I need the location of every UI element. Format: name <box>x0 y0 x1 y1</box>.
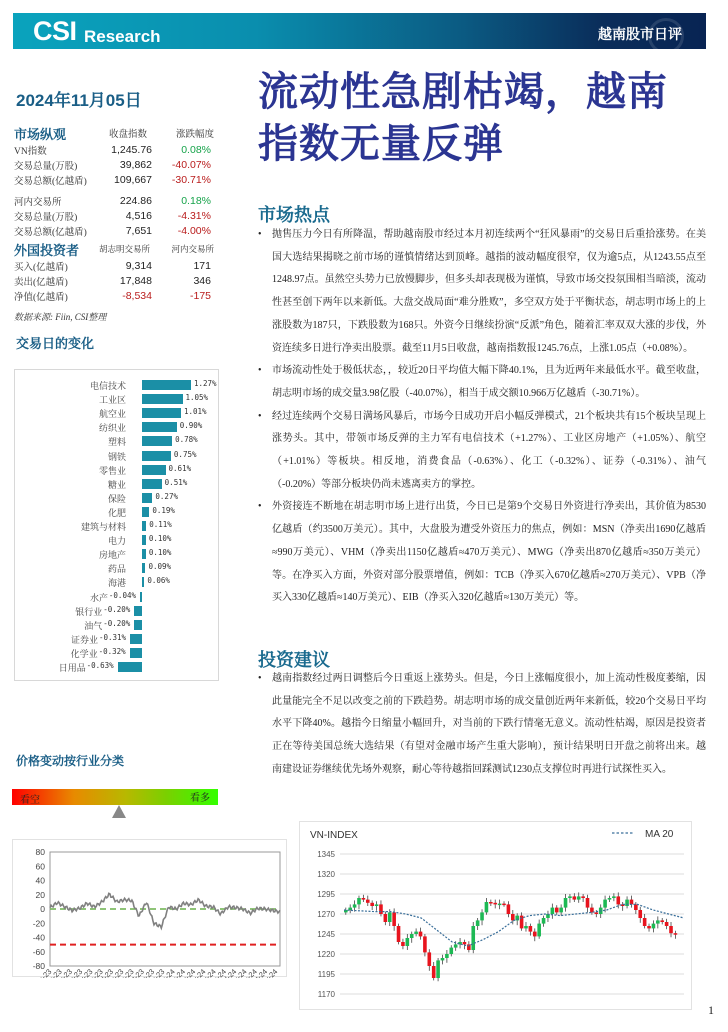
sector-label: 电力 <box>107 536 126 547</box>
sector-label: 钢铁 <box>107 451 126 462</box>
svg-text:0: 0 <box>40 904 45 914</box>
row-label: 交易总量(万股) <box>14 161 78 172</box>
report-date: 2024年11月05日 <box>16 91 142 110</box>
sector-label: 化学业 <box>70 648 98 659</box>
sector-bar <box>142 422 177 432</box>
sector-bar <box>142 451 171 461</box>
col-header-change: 涨跌幅度 <box>175 130 214 140</box>
sector-value-label: 1.27% <box>194 379 217 388</box>
headline-line-2: 指数无量反弹 <box>258 121 504 167</box>
market-overview-row <box>14 157 214 172</box>
sector-bar <box>142 549 146 559</box>
sector-label: 水产 <box>89 592 108 603</box>
svg-text:1270: 1270 <box>317 910 335 919</box>
investment-advice-list <box>258 668 706 782</box>
sector-value-label: -0.20% <box>103 604 131 614</box>
line-chart-svg <box>13 840 288 978</box>
sector-bar <box>142 577 144 587</box>
bearish-label: 看空 <box>20 795 40 806</box>
sector-value-label: 1.01% <box>183 407 207 417</box>
row-label: 买入(亿越盾) <box>14 262 68 273</box>
sector-value-label: 0.19% <box>152 505 175 515</box>
foreign-investors-title: 外国投资者 <box>14 242 80 258</box>
sector-bar-row <box>15 435 218 447</box>
hnx-value: 171 <box>193 259 211 272</box>
csi-logo-subtitle: Research <box>84 27 161 46</box>
sector-label: 工业区 <box>98 395 126 406</box>
sector-value-label: -0.20% <box>103 618 131 628</box>
col-header-hnx: 河内交易所 <box>171 244 214 254</box>
sector-bar <box>142 535 146 545</box>
hnx-value: 346 <box>193 274 211 287</box>
sector-bar-row <box>15 605 218 617</box>
svg-text:-80: -80 <box>32 961 45 971</box>
svg-text:1220: 1220 <box>317 950 335 959</box>
sector-bar <box>142 465 166 475</box>
hnx-value: -175 <box>189 289 211 302</box>
sector-bar-row <box>15 591 218 603</box>
foreign-investor-row <box>14 258 214 273</box>
svg-text:MA 20: MA 20 <box>645 829 674 840</box>
sector-bar <box>130 634 142 644</box>
foreign-investor-row <box>14 273 214 288</box>
sector-bar-row <box>15 379 218 391</box>
sector-value-label: -0.04% <box>108 590 136 600</box>
svg-text:1195: 1195 <box>317 970 335 979</box>
sector-bar-row <box>15 464 218 476</box>
svg-text:40: 40 <box>35 875 45 886</box>
sector-value-label: 0.27% <box>155 491 178 501</box>
sector-label: 药品 <box>107 564 126 575</box>
sector-label: 银行业 <box>75 606 103 617</box>
sector-value-label: 0.09% <box>148 562 172 572</box>
sector-label: 保险 <box>107 493 126 504</box>
sector-bar-row <box>15 520 218 532</box>
close-value: 109,667 <box>114 173 152 186</box>
sector-value-label: 0.11% <box>149 520 172 529</box>
sector-label: 糖业 <box>107 479 126 490</box>
change-value: -4.31% <box>177 209 211 222</box>
close-value: 4,516 <box>125 209 152 222</box>
sector-label: 证券业 <box>71 634 99 645</box>
sector-label: 房地产 <box>98 550 126 561</box>
row-label: 净值(亿越盾) <box>14 292 68 303</box>
headline-line-1: 流动性急剧枯竭，越南 <box>258 69 668 115</box>
sector-bar <box>140 592 142 602</box>
svg-text:1295: 1295 <box>317 890 335 899</box>
hose-value: 9,314 <box>125 259 152 272</box>
report-header-banner <box>13 13 706 49</box>
chart-title: VN-INDEX <box>310 830 358 841</box>
change-value: -4.00% <box>177 224 211 237</box>
svg-text:-60: -60 <box>32 946 45 957</box>
sector-label: 塑料 <box>107 437 126 448</box>
market-overview-row <box>14 208 214 223</box>
sector-bar-row <box>15 450 218 462</box>
sector-value-label: 0.10% <box>148 534 172 544</box>
close-value: 39,862 <box>119 158 152 171</box>
svg-text:1170: 1170 <box>317 990 335 999</box>
sector-bar-row <box>15 576 218 588</box>
sentiment-gauge-bar <box>12 789 218 805</box>
bullet-paragraph: • 经过连续两个交易日满场风暴后，市场今日成功开启小幅反弹模式，21个板块共有15个板块呈现上涨势头。其中，带领市场反弹的主力军有电信技术（+1.27%）、工业区房地产（+1.05%）、航空（+1.01%）等板块。相反地，消费食品（-0.63%）、化工（-0.32%）、证券（-0.31%）、油气（-0.20%）等部分板块仍尚未逃离卖方的掌控。 <box>258 406 706 497</box>
sector-bar-row <box>15 506 218 518</box>
sector-bar <box>142 380 191 390</box>
investment-advice-title: 投资建议 <box>258 650 330 670</box>
gauge-title: 价格变动按行业分类 <box>16 754 125 768</box>
foreign-investors-table <box>14 240 214 323</box>
sector-bar-row <box>15 492 218 504</box>
sector-label: 纺织业 <box>98 423 126 434</box>
market-overview-row <box>14 142 214 157</box>
sector-bar <box>134 606 142 616</box>
sector-bar <box>142 394 183 404</box>
bullet-paragraph: • 越南指数经过两日调整后今日重返上涨势头。但是，今日上涨幅度很小，加上流动性极度萎缩，因此量能完全不足以改变之前的下跌趋势。胡志明市场的成交量创近两年来新低，较20个交易日平均水平下降40%。越指今日缩量小幅回升，对当前的下跌行情毫无意义。流动性枯竭，原因是投资者正在等待美国总统大选结果（有望对金融市场产生重大影响），预计结果明日开盘之前将出来。越南建设证券继续优先场外观察，耐心等待越指回踩测试1230点支撑位时再进行试探性买入。 <box>258 668 706 782</box>
sector-value-label: 0.06% <box>147 576 170 586</box>
sector-value-label: 1.05% <box>185 393 209 403</box>
market-overview-row <box>14 223 214 238</box>
svg-text:-20: -20 <box>32 918 45 929</box>
vn-index-candlestick-chart <box>299 821 692 1010</box>
sector-bar-row <box>15 661 218 673</box>
svg-text:Jul-24: Jul-24 <box>217 967 239 978</box>
hose-value: -8,534 <box>122 289 152 302</box>
sector-label: 油气 <box>84 620 103 631</box>
market-overview-table <box>14 124 214 238</box>
col-header-close: 收盘指数 <box>109 130 148 140</box>
page-number: 1 <box>708 1003 714 1017</box>
sector-bar <box>134 620 142 630</box>
sector-bar-row <box>15 478 218 490</box>
csi-logo: CSI <box>33 16 77 46</box>
sector-bar-row <box>15 548 218 560</box>
sector-bar-row <box>15 647 218 659</box>
sector-value-label: 0.78% <box>175 435 198 445</box>
sector-value-label: -0.31% <box>98 632 127 642</box>
svg-text:1245: 1245 <box>317 930 335 939</box>
hose-value: 17,848 <box>119 274 152 287</box>
sector-bar <box>130 648 142 658</box>
sector-label: 电信技术 <box>89 381 126 391</box>
sector-value-label: 0.61% <box>168 463 192 473</box>
sector-change-bar-chart <box>14 369 219 681</box>
sector-label: 日用品 <box>58 663 86 673</box>
sector-value-label: 0.51% <box>164 477 188 487</box>
sector-bar-row <box>15 421 218 433</box>
sector-label: 海港 <box>107 578 126 589</box>
gauge-pointer-icon <box>112 805 126 818</box>
change-value: -40.07% <box>171 158 211 171</box>
svg-text:20: 20 <box>35 889 45 900</box>
sector-change-title: 交易日的变化 <box>16 336 95 351</box>
headline <box>258 66 708 170</box>
foreign-investor-row <box>14 288 214 303</box>
sector-label: 零售业 <box>98 465 126 476</box>
sector-bar-row <box>15 393 218 405</box>
sector-bar-row <box>15 633 218 645</box>
sector-bar <box>118 662 142 672</box>
market-hotspot-list <box>258 224 706 610</box>
row-label: 河内交易所 <box>14 197 62 208</box>
sector-label: 建筑与材料 <box>80 522 126 532</box>
sector-bar <box>142 479 162 489</box>
svg-text:Jul-23: Jul-23 <box>94 967 116 978</box>
svg-text:1320: 1320 <box>317 870 335 879</box>
sector-bar-row <box>15 619 218 631</box>
sector-value-label: 0.75% <box>173 449 197 459</box>
change-value: 0.08% <box>181 143 211 156</box>
sector-label: 航空业 <box>98 409 126 420</box>
bullet-paragraph: • 抛售压力今日有所降温，帮助越南股市经过本月初连续两个“狂风暴雨”的交易日后重拾涨势。在美国大选结果揭晓之前市场的谨慎情绪达到顶峰。越指的波动幅度很窄，仅为逾5点，从1243.55点至1248.97点。虽然空头势力已放慢脚步，但多头却表现极为谨慎，导致市场交投氛围相当暗淡，流动性甚至创下两年以来新低。大盘交战局面“难分胜败”，多空双方处于平衡状态，胡志明市场上的上涨股数为187只，下跌股数为168只。外资今日继续扮演“反派”角色，随着汇率双双大涨的步伐，外资连续多日进行净卖出股票。截至11月5日收盘，越南指数报1245.76点，上涨1.05点（+0.08%）。 <box>258 224 706 360</box>
sector-bar <box>142 563 145 573</box>
sector-value-label: -0.32% <box>98 646 126 656</box>
row-label: 卖出(亿越盾) <box>14 277 68 288</box>
candlestick-svg <box>300 822 693 1011</box>
row-label: VN指数 <box>14 146 47 157</box>
row-label: 交易总额(亿越盾) <box>14 176 87 187</box>
bullet-paragraph: • 市场流动性处于极低状态，，较近20日平均值大幅下降40.1%，且为近两年来最低水平。截至收盘，胡志明市场的成交量3.98亿股（-40.07%），相当于成交额10.966万亿越盾（-30.71%）。 <box>258 360 706 405</box>
market-overview-row <box>14 193 214 208</box>
change-value: -30.71% <box>171 173 211 186</box>
bullish-label: 看多 <box>190 793 210 804</box>
market-overview-title: 市场纵观 <box>14 126 67 142</box>
sector-bar-row <box>15 562 218 574</box>
sector-value-label: 0.10% <box>148 548 172 558</box>
svg-text:80: 80 <box>35 847 45 857</box>
sector-bar-row <box>15 407 218 419</box>
svg-text:-40: -40 <box>32 932 45 943</box>
market-hotspot-title: 市场热点 <box>258 205 330 225</box>
market-overview-row <box>14 172 214 187</box>
close-value: 7,651 <box>125 224 152 237</box>
sector-bar <box>142 436 172 446</box>
report-type-title: 越南股市日评 <box>598 26 682 42</box>
row-label: 交易总额(亿越盾) <box>14 227 87 238</box>
sector-bar <box>142 507 149 517</box>
close-value: 224.86 <box>119 194 152 207</box>
sector-value-label: 0.90% <box>179 421 203 431</box>
row-label: 交易总量(万股) <box>14 212 78 223</box>
sector-bar <box>142 408 181 418</box>
sector-bar-row <box>15 534 218 546</box>
sector-bar <box>142 521 146 531</box>
sentiment-line-chart <box>12 839 287 977</box>
svg-text:60: 60 <box>35 861 45 872</box>
svg-text:1345: 1345 <box>317 850 335 859</box>
close-value: 1,245.76 <box>111 143 152 156</box>
sector-label: 化肥 <box>107 507 126 518</box>
bullet-paragraph: • 外资接连不断地在胡志明市场上进行出货，今日已是第9个交易日外资进行净卖出，其价值为8530亿越盾（约3500万美元）。其中，大盘股为遭受外资压力的焦点，例如：MSN（净卖出1690亿越盾≈990万美元）、VHM（净卖出1150亿越盾≈470万美元）、MWG（净卖出870亿越盾≈350万美元）等。在净买入方面，外资对部分股票增值，例如：TCB（净买入670亿越盾≈270万美元）、VPB（净买入330亿越盾≈140万美元）、EIB（净买入320亿越盾≈130万美元）等。 <box>258 496 706 610</box>
col-header-hose: 胡志明交易所 <box>99 244 151 254</box>
sector-bar <box>142 493 152 503</box>
change-value: 0.18% <box>181 194 211 207</box>
sector-value-label: -0.63% <box>86 661 114 670</box>
data-source-note: 数据来源: Fiin, CSI整理 <box>14 312 107 322</box>
